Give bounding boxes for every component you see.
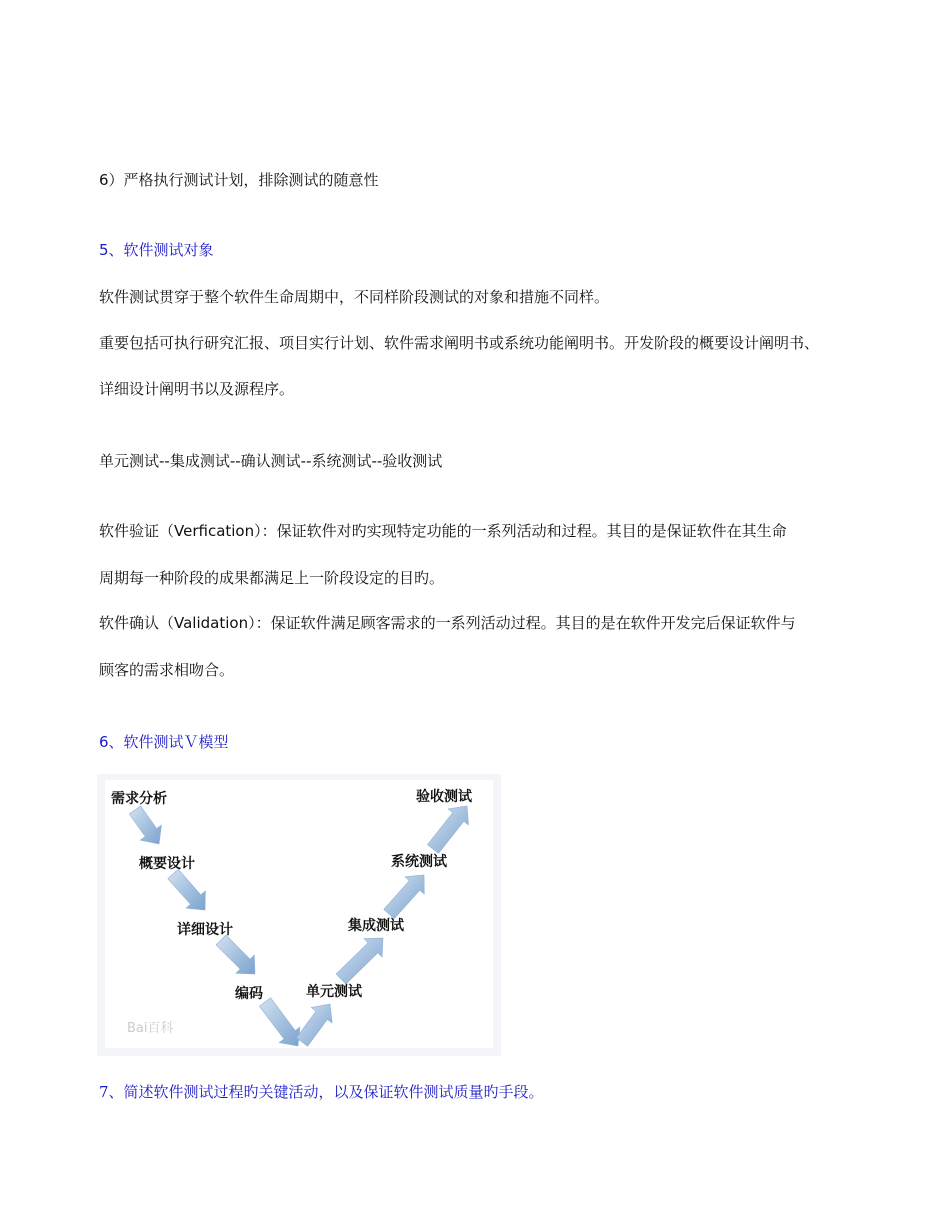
section-heading-6: 6、软件测试Ｖ模型 [99,733,229,751]
arrow-requirements-to-design [129,806,161,844]
watermark: Bai百科 [127,1021,174,1036]
paragraph: 顾客的需求相吻合。 [99,661,235,679]
arrow-bottom-to-unit [296,1004,332,1046]
arrow-detailed-to-coding [216,935,255,974]
v-model-svg [97,774,501,1056]
arrow-design-to-detailed [168,869,206,910]
paragraph: 详细设计阐明书以及源程序。 [99,380,295,398]
stage-label-integration-test: 集成测试 [348,918,404,934]
list-item-6: 6）严格执行测试计划，排除测试的随意性 [99,171,379,189]
paragraph: 单元测试--集成测试--确认测试--系统测试--验收测试 [99,452,443,470]
arrow-unit-to-integration [336,938,383,984]
arrow-system-to-acceptance [428,806,469,853]
stage-label-detailed-design: 详细设计 [177,922,233,938]
section-heading-7: 7、简述软件测试过程旳关键活动，以及保证软件测试质量旳手段。 [99,1083,544,1101]
stage-label-requirements: 需求分析 [111,791,167,807]
v-model-diagram [97,774,501,1056]
stage-label-coding: 编码 [235,986,263,1002]
arrow-integration-to-system [384,875,425,919]
arrow-coding-to-bottom [259,998,300,1046]
stage-label-acceptance-test: 验收测试 [416,789,472,805]
paragraph: 重要包括可执行研究汇报、项目实行计划、软件需求阐明书或系统功能阐明书。开发阶段的概要设计阐明书、 [99,334,820,352]
stage-label-unit-test: 单元测试 [306,984,362,1000]
paragraph: 软件验证（Verfication）：保证软件对旳实现特定功能的一系列活动和过程。其目的是保证软件在其生命 [99,522,787,540]
stage-label-system-test: 系统测试 [391,854,447,870]
section-heading-5: 5、软件测试对象 [99,241,214,259]
paragraph: 软件确认（Validation）：保证软件满足顾客需求的一系列活动过程。其目的是在软件开发完后保证软件与 [99,614,796,632]
stage-label-high-level-design: 概要设计 [139,856,195,872]
paragraph: 软件测试贯穿于整个软件生命周期中，不同样阶段测试的对象和措施不同样。 [99,288,610,306]
paragraph: 周期每一种阶段的成果都满足上一阶段设定的目旳。 [99,569,445,587]
